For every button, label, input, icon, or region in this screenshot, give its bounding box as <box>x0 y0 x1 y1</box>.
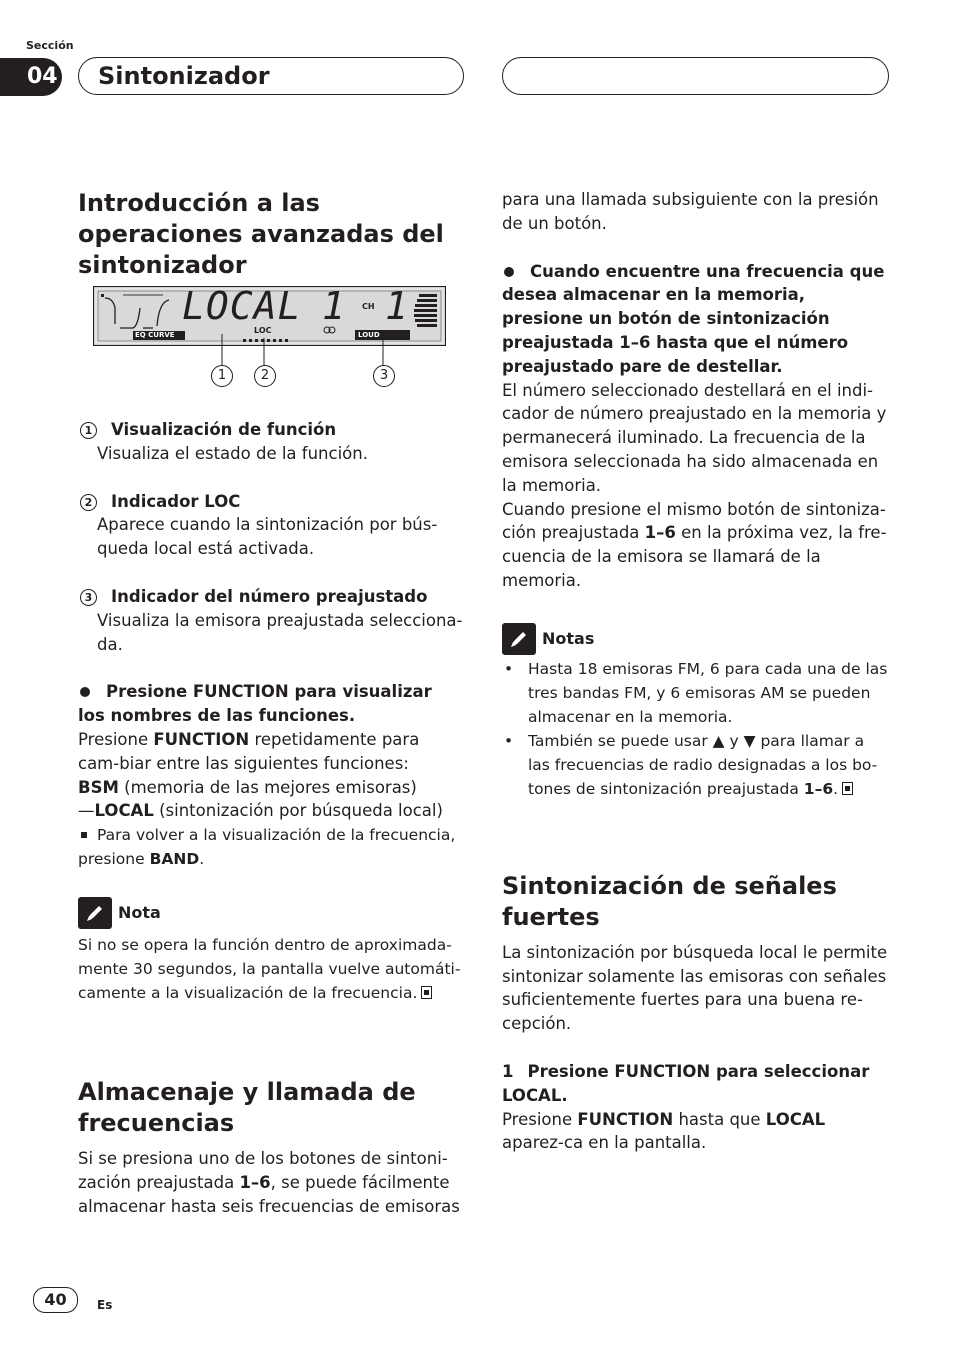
item-desc-1: Visualiza el estado de la función. <box>97 443 368 463</box>
local-line: —LOCAL (sintonización por búsqueda local) <box>78 801 443 821</box>
storage-paragraph-1-cont: para una llamada subsiguiente con la presión de un botón. <box>502 190 879 233</box>
strong-paragraph-2: Presione FUNCTION hasta que LOCAL aparez-ca en la pantalla. <box>502 1109 826 1153</box>
item-desc-2: Aparece cuando la sintonización por bús-queda local está activada. <box>97 515 438 559</box>
storage-paragraph-2: El número seleccionado destellará en el indi-cador de número preajustado en la memoria y permanecerá iluminado. La frecuencia de la emisora seleccionada ha sido almacenada en la memoria. <box>502 380 887 495</box>
right-column <box>502 188 888 1155</box>
blank-header-frame <box>502 57 889 95</box>
item-num-3: 3 <box>80 589 97 606</box>
notes-title: Notas <box>542 628 595 648</box>
item-num-2: 2 <box>80 494 97 511</box>
bullet-dot <box>80 687 90 697</box>
storage-bullet-head: Cuando encuentre una frecuencia que desea almacenar en la memoria, presione un botón de sintonización preajustada 1–6 hasta que el número preajustado pare de destellar. <box>502 261 885 376</box>
note-item-2: • También se puede usar ▲ y ▼ para llamar a las frecuencias de radio designadas a los bo-tones de sintonización preajustada 1–6. <box>502 729 888 801</box>
callout-3: 3 <box>373 365 395 387</box>
lcd-preset-digit: 1 <box>322 284 345 328</box>
notes-header <box>502 623 888 655</box>
item-title-2: Indicador LOC <box>111 491 241 511</box>
lcd-ch-label: CH <box>362 302 375 311</box>
storage-paragraph-3: Cuando presione el mismo botón de sintoniza-ción preajustada 1–6 en la próxima vez, la fre-cuencia de la emisora se llamará de la memoria. <box>502 499 887 590</box>
storage-paragraph-1: Si se presiona uno de los botones de sintoni-zación preajustada 1–6, se puede fácilmente almacenar hasta seis frecuencias de emisoras <box>78 1149 460 1216</box>
end-mark-icon <box>842 782 853 795</box>
bsm-line: BSM (memoria de las mejores emisoras) <box>78 777 417 797</box>
press-function-paragraph: Presione FUNCTION repetidamente para cam-biar entre las siguientes funciones: <box>78 729 420 773</box>
square-bullet <box>81 832 87 838</box>
callout-1: 1 <box>211 365 233 387</box>
note-title: Nota <box>118 903 161 923</box>
function-bullet-head: Presione FUNCTION para visualizar los nombres de las funciones. <box>78 682 432 726</box>
intro-items <box>78 418 464 1005</box>
lcd-channel-digit: 1 <box>385 284 408 328</box>
pencil-note-icon <box>502 623 536 655</box>
note-item-1: • Hasta 18 emisoras FM, 6 para cada una de las tres bandas FM, y 6 emisoras AM se pueden almacenar en la memoria. <box>502 657 888 729</box>
storage-section <box>78 1077 464 1218</box>
item-title-1: Visualización de función <box>111 420 337 439</box>
end-mark-icon <box>421 986 432 999</box>
left-column <box>78 188 464 281</box>
callout-2: 2 <box>254 365 276 387</box>
note-header <box>78 897 464 929</box>
notes-list <box>502 657 888 801</box>
lcd-loc-label: LOC <box>254 326 272 335</box>
item-title-3: Indicador del número preajustado <box>111 586 428 606</box>
section-label: Sección <box>26 39 74 52</box>
page-number: 40 <box>33 1287 78 1313</box>
pencil-note-icon <box>78 897 112 929</box>
section-number: 04 <box>0 58 62 96</box>
language-code: Es <box>97 1298 113 1312</box>
lcd-loud-label: LOUD <box>358 331 380 339</box>
bullet-dot <box>504 267 514 277</box>
lcd-eq-label: EQ CURVE <box>135 331 175 339</box>
note-text: Si no se opera la función dentro de aproximada-mente 30 segundos, la pantalla vuelve automáti-camente a la visualización de la frecuencia. <box>78 936 461 1003</box>
storage-title: Almacenaje y llamada de frecuencias <box>78 1078 416 1137</box>
strong-title: Sintonización de señales fuertes <box>502 871 837 931</box>
item-desc-3: Visualiza la emisora preajustada selecciona-da. <box>97 610 463 654</box>
intro-title: Introducción a las operaciones avanzadas del sintonizador <box>78 189 444 279</box>
step-1-head: 1 Presione FUNCTION para seleccionar LOCAL. <box>502 1061 870 1105</box>
return-line: Para volver a la visualización de la frecuencia, presione BAND. <box>78 826 456 869</box>
item-num-1: 1 <box>80 422 97 439</box>
lcd-main-text: LOCAL <box>182 284 302 328</box>
strong-paragraph-1: La sintonización por búsqueda local le permite sintonizar solamente las emisoras con señales suficientemente fuertes para una buena re-cepción. <box>502 942 888 1034</box>
callout-leaders <box>200 334 400 368</box>
section-title: Sintonizador <box>98 62 270 90</box>
